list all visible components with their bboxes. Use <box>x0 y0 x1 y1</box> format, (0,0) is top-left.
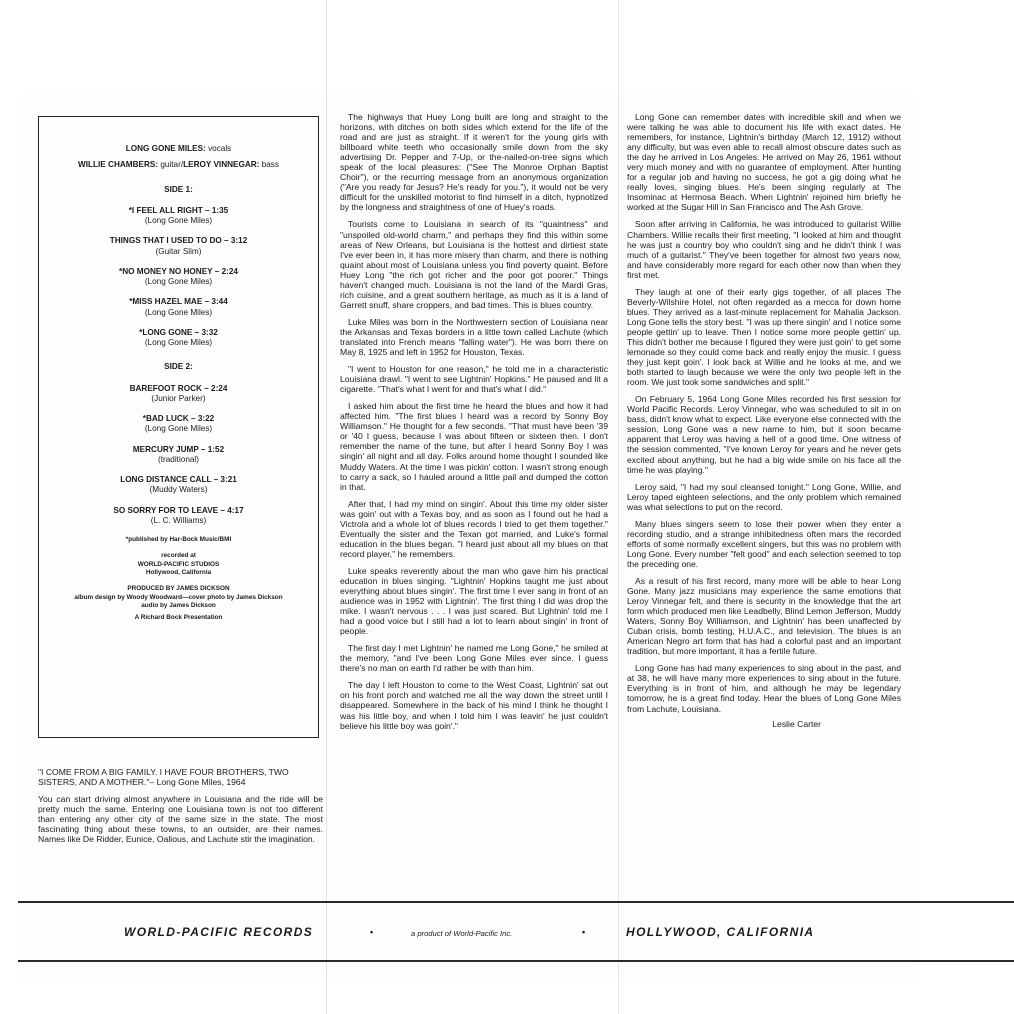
audio-credit: audio by James Dickson <box>141 601 216 609</box>
paragraph: Leroy said, "I had my soul cleansed tonight." Long Gone, Willie, and Leroy taped eighteen selections, and the only problem which remained was what selections to put on the record. <box>627 481 901 512</box>
author-signature: Leslie Carter <box>772 718 821 729</box>
publisher-note: *published by Har-Bock Music/BMI <box>125 536 232 543</box>
side-2-tracklist <box>39 384 318 527</box>
footer-label-left: WORLD-PACIFIC RECORDS <box>124 925 314 939</box>
studio-name: WORLD-PACIFIC STUDIOS <box>137 560 220 568</box>
track-item: THINGS THAT I USED TO DO – 3:12 (Guitar Slim) <box>109 236 248 256</box>
paragraph: "I went to Houston for one reason," he told me in a characteristic Louisiana drawl. "I went to see Lightnin' Hopkins." He paused and lit a cigarette. "That's what I went for and that's what I did." <box>340 364 608 395</box>
footer-label-middle: a product of World-Pacific Inc. <box>411 929 513 938</box>
fold-line-right <box>618 0 619 1014</box>
producer-credit: PRODUCED BY JAMES DICKSON <box>127 585 230 593</box>
paragraph: As a result of his first record, many more will be able to hear Long Gone. Many jazz musicians may experience the same emotions that Leroy Vinnegar felt, and there is security in the knowledge that the art form which produced men like Leadbelly, Blind Lemon Jefferson, Muddy Waters, Sonny Boy Williamson, and Lightnin' has been unaffected by Cuban crisis, bomb testing, H.U.A.C., and television. The blues is an American Negro art form that has had a colorful past and an important tradition, but more important, it has a fertile future. <box>627 575 901 657</box>
paragraph: I asked him about the first time he heard the blues and how it had affected him. "The first blues I heard was a record by Sonny Boy Williamson." He thought for a few seconds. "That must have been '39 or '40 I guess, because I was about fifteen or sixteen then. I don't remember the name of the tune, but after I heard Sonny Boy I was singin' all night and all day. Folks around home thought I sounded like Muddy Waters. At the time I was pickin' cotton. I wasn't strong enough to carry a sack, so I hauled around a little pail and dumped the cotton in that. <box>340 401 608 492</box>
opening-quote: "I COME FROM A BIG FAMILY. I HAVE FOUR BROTHERS, TWO SISTERS, AND A MOTHER."– Long Gone Miles, 1964 <box>38 767 289 787</box>
paragraph: Luke Miles was born in the Northwestern section of Louisiana near the Arkansas and Texas borders in a little town called Lachute (which translated into French means "falling water"). He was born there on May 8, 1925 and left in 1952 for Houston, Texas. <box>340 316 608 358</box>
footer-label-right: HOLLYWOOD, CALIFORNIA <box>626 925 815 939</box>
right-column-text <box>627 112 901 729</box>
footer-bullet: • <box>582 927 586 937</box>
recorded-at-label: recorded at <box>161 552 196 560</box>
track-item: *MISS HAZEL MAE – 3:44 (Long Gone Miles) <box>129 297 228 317</box>
track-item: SO SORRY FOR TO LEAVE – 4:17 (L. C. Williams) <box>113 505 244 525</box>
paragraph: Long Gone has had many experiences to sing about in the past, and at 38, he will have many more experiences to sing about in the future. Everything is in front of him, and although he may be legendary tomorrow, he is a great find today. Hear the blues of Long Gone Miles from Lachute, Louisiana. <box>627 663 901 714</box>
footer-bottom-rule <box>18 960 1014 962</box>
paragraph: You can start driving almost anywhere in Louisiana and the ride will be pretty much the same. Entering one Louisiana town is not too different than entering any other city of the same size in the state. The most fascinating thing about these towns, to an outsider, are their names. Names like De Ridder, Eunice, Oalious, and Lachute stir the imagination. <box>38 794 323 845</box>
credits-box <box>38 116 319 738</box>
paragraph: The highways that Huey Long built are long and straight to the horizons, with ditches on both sides which extend for the life of the road and are just as straight. If it weren't for the young girls with billboard white teeth who occasionally smile down from the sky advertising Dr. Pepper and 7-Up, or the-nailed-on-tree signs which speak of the local pleasures: ("See The Monroe Orphan Baptist Choir"), or the recurring message from an anonymous organization ("Are you ready for Jesus? He's ready for you."), it would not be very difficult for the unskilled motorist to find himself in a ditch, hypnotized by the longness and straightness of one of Huey's roads. <box>340 112 608 213</box>
track-item: *NO MONEY NO HONEY – 2:24 (Long Gone Miles) <box>119 266 238 286</box>
paragraph: They laugh at one of their early gigs together, of all places The Beverly-Wilshire Hotel, not often regarded as a mecca for down home blues. They arrived as a last-minute replacement for Mahalia Jackson. Long Gone tells the story best. "I was up there singin' and I notice some people gettin' up to leave. Then I notice some more people gettin' up. This didn't bother me because I figured they were just goin' to get some lemonade so they could come back and really enjoy the music. I guess they just kept goin'. I look back at Willie and he looks at me, and we both started to laugh because we were the only two people left in the room. We just took some sandwiches and split." <box>627 286 901 388</box>
paragraph: Many blues singers seem to lose their power when they enter a recording studio, and a strange inhibitedness often mars the recorded efforts of some normally excellent singers, but this was no problem with Long Gone. Every number "felt good" and each selection seemed to top the preceding one. <box>627 518 901 569</box>
side-1-label: SIDE 1: <box>164 184 193 194</box>
paragraph: Tourists come to Louisiana in search of its "quaintness" and "unspoiled old-world charm," and perhaps they find this within some areas of New Orleans, but Louisiana is the hottest and dirtiest state I've ever been in, it has more misery than charm, and there is nothing quaint about most of Louisiana unless you find poverty quaint. Before Huey Long "the rich got richer and the poor got poorer." Things haven't changed much. Louisiana is not the land of the Mardi Gras, rich cuisine, and a great southern heritage, as much as it is a land of Garrett snuff, share croppers, and bad times. This is blues country. <box>340 219 608 310</box>
paragraph: Long Gone can remember dates with incredible skill and when we were talking he was able to document his life with exact dates. He remembers, for instance, Lightnin's birthday (March 12, 1912) without any difficulty, but was even able to recall almost obscure dates such as the day he arrived in Los Angeles. He arrived on May 26, 1961 without very much money and with no guarantee of employment. After hunting for a regular job and having no success, he got a gig doing what he really loves, singing blues. He's been singing regularly at The Insominac at Hermosa Beach. When Lightnin' rejoined him briefly he worked at the Sugar Hill in San Francisco and The Ash Grove. <box>627 112 901 213</box>
track-item: *I FEEL ALL RIGHT – 1:35 (Long Gone Miles) <box>128 205 229 225</box>
studio-location: Hollywood, California <box>145 568 212 576</box>
left-column-text <box>38 767 323 851</box>
footer-top-rule <box>18 901 1014 903</box>
side-2-label: SIDE 2: <box>164 362 193 372</box>
track-item: MERCURY JUMP – 1:52 (traditional) <box>132 444 225 464</box>
fold-line-left <box>326 0 327 1014</box>
paragraph: On February 5, 1964 Long Gone Miles recorded his first session for World Pacific Records. Leroy Vinnegar, who was scheduled to sit in on bass, didn't know what to expect. Like everyone else connected with the session, Long Gone was a new name to him, but it soon became apparent that Leroy was having a hell of a good time. One witness of the session commented, "I've known Leroy for years and he never gets excited about anything, but he had a big wide smile on his face all the time he was playing." <box>627 394 901 475</box>
track-item: BAREFOOT ROCK – 2:24 (Junior Parker) <box>129 383 228 403</box>
presentation-credit: A Richard Bock Presentation <box>134 614 223 622</box>
paragraph: After that, I had my mind on singin'. About this time my older sister was goin' out with a Texas boy, and as soon as I found out he had a Victrola and a whole lot of blues records I tried to get them together." Eventually the sister and the Texan got married, and Luke's formal education in the blues began. "I heard just about all my blues on that record player," he remembers. <box>340 498 608 559</box>
side-1-tracklist <box>39 206 318 349</box>
track-item: *BAD LUCK – 3:22 (Long Gone Miles) <box>142 414 215 434</box>
personnel-line-1: LONG GONE MILES: vocals <box>125 144 232 153</box>
paragraph: The day I left Houston to come to the West Coast, Lightnin' sat out on his front porch and watched me all the way down the street until I disappeared. Somewhere in the back of his mind I think he thought I was his little boy, and when I told him I was leavin' he just couldn't believe his little boy was goin'." <box>340 680 608 731</box>
paragraph: The first day I met Lightnin' he named me Long Gone," he smiled at the memory, "and I've been Long Gone Miles ever since. I guess there's no man on earth I'd rather be with than him. <box>340 643 608 674</box>
footer-bullet: • <box>370 927 374 937</box>
middle-column-text <box>340 112 608 738</box>
track-item: *LONG GONE – 3:32 (Long Gone Miles) <box>139 327 218 347</box>
paragraph: Luke speaks reverently about the man who gave him his practical education in blues singing. "Lightnin' Hopkins taught me just about everything about blues singin'. The first time I ever sang in front of an audience was in 1952 with Lightnin'. The first thing I did was drop the mike. I wasn't nervous . . . I was just scared. But Lightnin' told me I had a good voice but I still had a lot to learn about singin' in front of people. <box>340 565 608 637</box>
paragraph: Soon after arriving in California, he was introduced to guitarist Willie Chambers. Willie recalls their first meeting, "I looked at him and thought he was just a country boy who couldn't sing and he didn't think I was much of a guitarist." They've been together for almost two years now, and have considerably more regard for each other now than when they first met. <box>627 219 901 280</box>
personnel-line-2: WILLIE CHAMBERS: guitar/LEROY VINNEGAR: bass <box>78 160 279 170</box>
track-item: LONG DISTANCE CALL – 3:21 (Muddy Waters) <box>120 475 237 495</box>
design-credit: album design by Woody Woodward—cover photo by James Dickson <box>74 593 283 601</box>
